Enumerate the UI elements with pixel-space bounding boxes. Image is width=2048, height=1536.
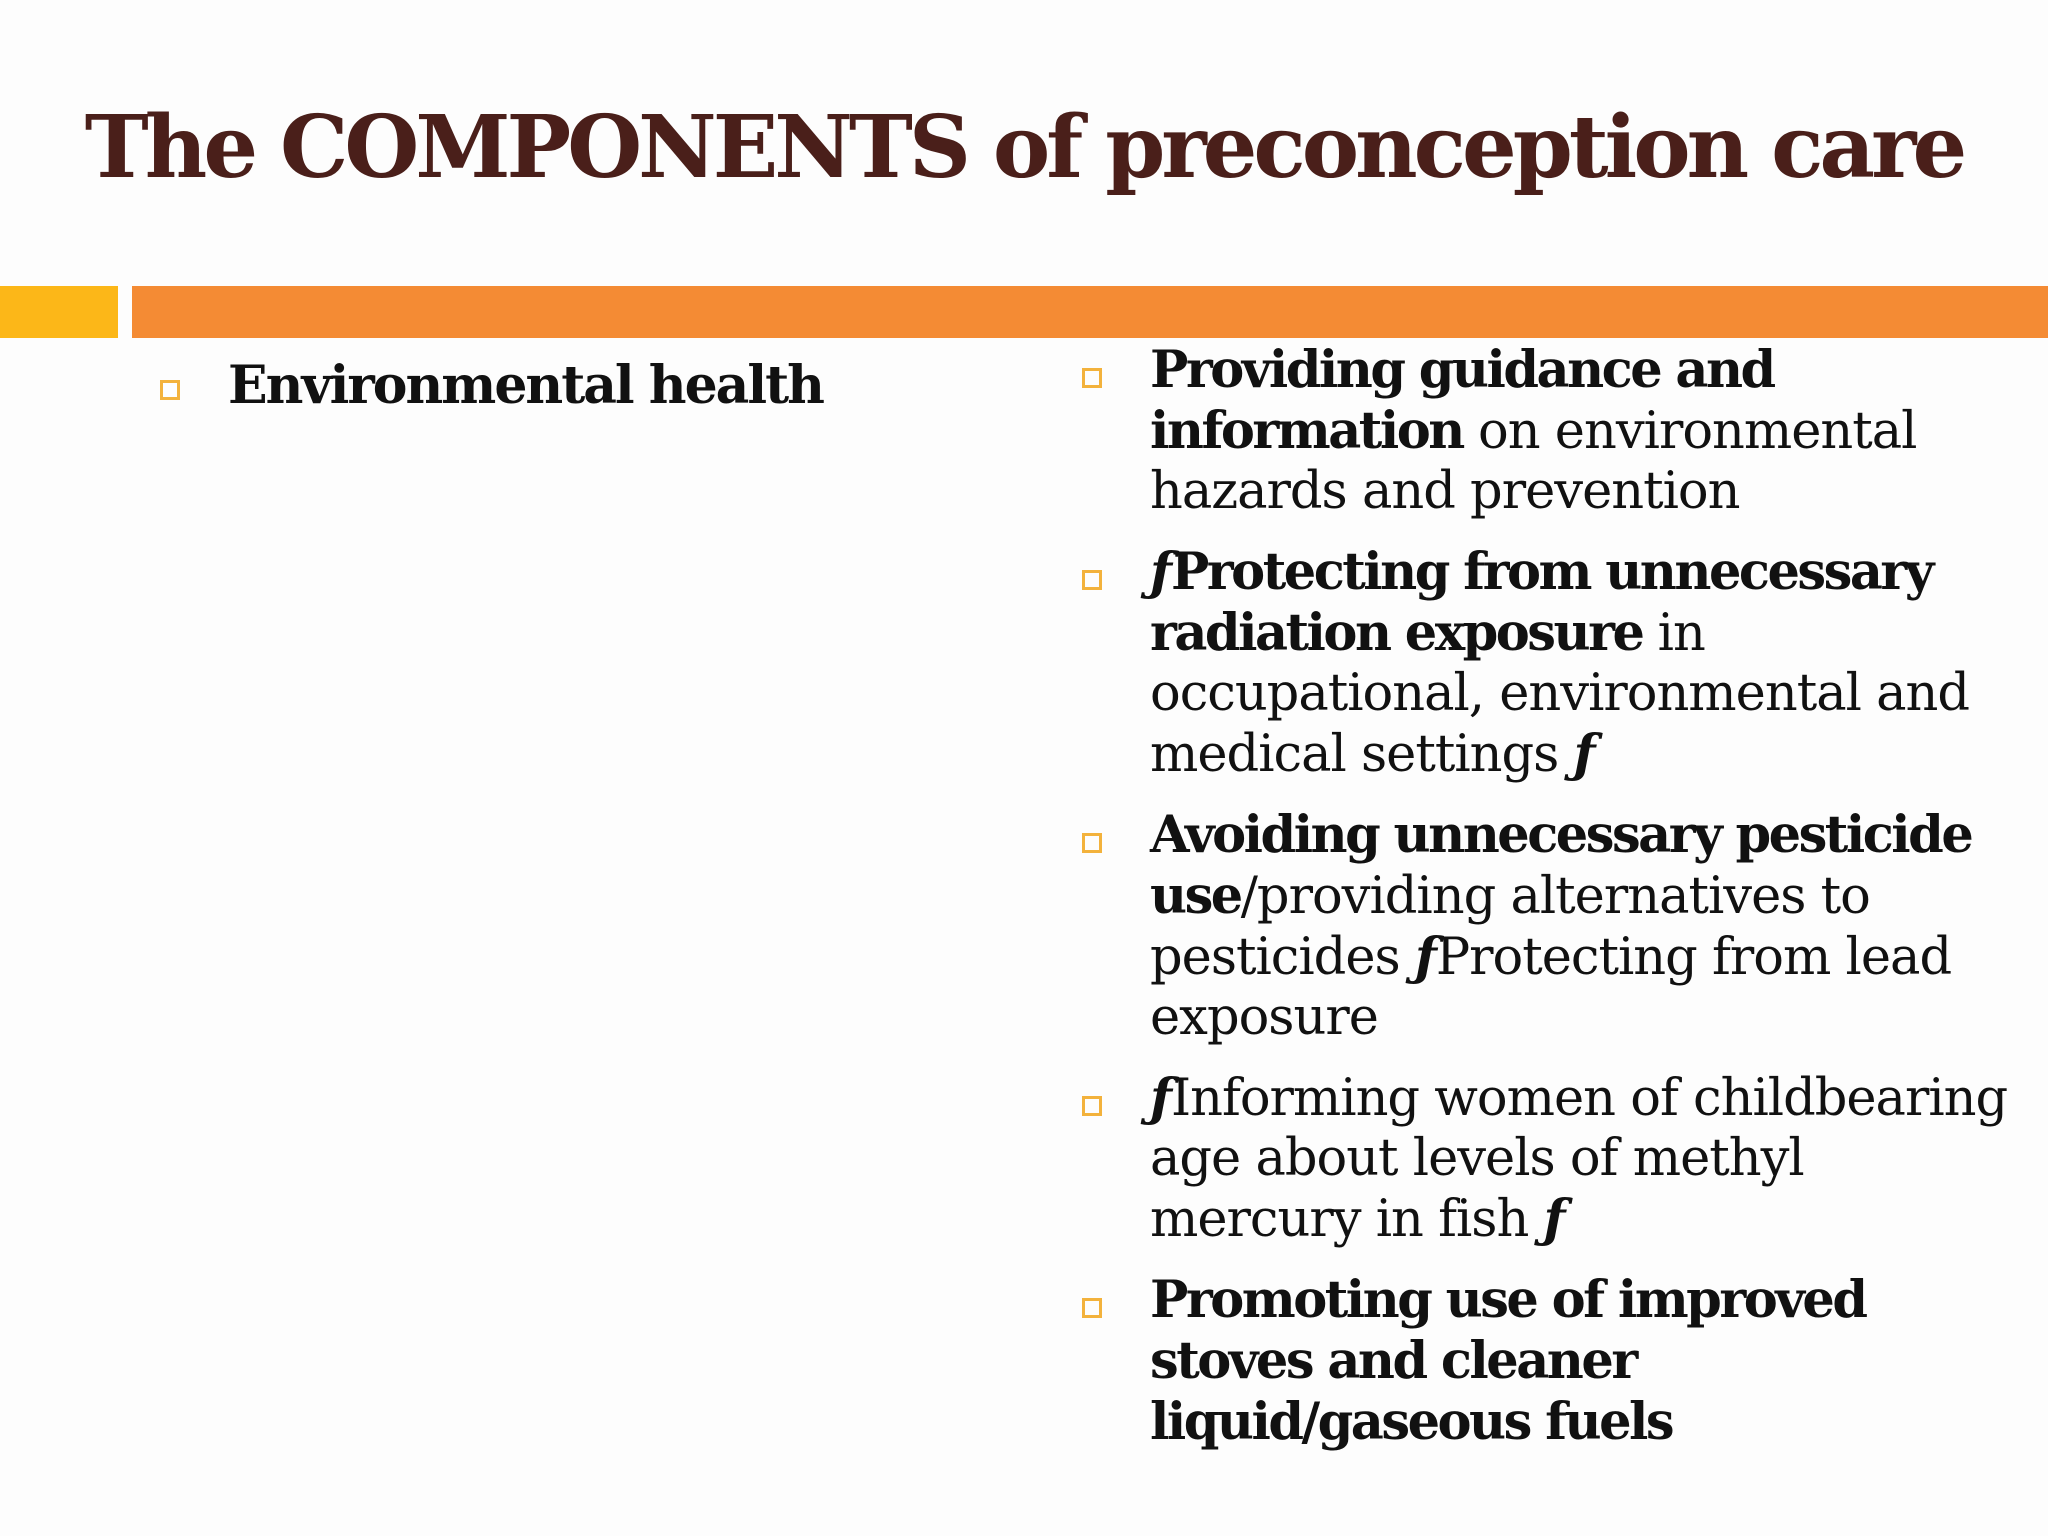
- f-glyph: ƒ: [1543, 1189, 1565, 1249]
- list-item-text: [1150, 1270, 2018, 1453]
- item-text-continued: Protecting from lead exposure: [1150, 928, 1952, 1047]
- item-text: in occupational, environmental and medical settings: [1150, 604, 1970, 784]
- f-glyph: ƒ: [1573, 724, 1595, 784]
- square-bullet-icon: [1082, 1096, 1102, 1116]
- item-bold-text: Protecting from unnecessary radiation exposure: [1150, 542, 1932, 663]
- list-item: [1078, 805, 2018, 1048]
- f-glyph: ƒ: [1150, 1068, 1171, 1128]
- left-column: [156, 350, 1056, 422]
- list-item: [1078, 1068, 2018, 1250]
- list-item-text: [1150, 805, 2018, 1048]
- f-glyph: ƒ: [1150, 542, 1171, 602]
- slide-title: The COMPONENTS of preconception care: [84, 97, 1964, 198]
- f-glyph: ƒ: [1414, 927, 1436, 987]
- right-column: [1078, 340, 2018, 1473]
- square-bullet-icon: [1082, 570, 1102, 590]
- item-text: on environmental hazards and prevention: [1150, 402, 1917, 521]
- square-bullet-icon: [1082, 368, 1102, 388]
- square-bullet-icon: [1082, 833, 1102, 853]
- accent-bar-left: [0, 286, 118, 338]
- square-bullet-icon: [160, 380, 180, 400]
- list-item-text: [1150, 340, 2018, 522]
- item-text: Informing women of childbearing age about levels of methyl mercury in fish: [1150, 1069, 2008, 1249]
- list-item: [1078, 1270, 2018, 1453]
- list-item-text: [1150, 542, 2018, 785]
- item-text: /providing alternatives to pesticides: [1150, 867, 1870, 987]
- item-bold-text: Promoting use of improved stoves and cleaner liquid/gaseous fuels: [1150, 1270, 1866, 1452]
- list-item: [1078, 542, 2018, 785]
- list-item-label: Environmental health: [228, 355, 823, 416]
- list-item: [1078, 340, 2018, 522]
- square-bullet-icon: [1082, 1298, 1102, 1318]
- list-item-text: [1150, 1068, 2018, 1250]
- item-bold-text: Avoiding unnecessary pesticide use: [1150, 805, 1972, 926]
- accent-bar-right: [132, 286, 2048, 338]
- list-item: [156, 350, 1056, 422]
- item-bold-text: Providing guidance and information: [1150, 340, 1774, 461]
